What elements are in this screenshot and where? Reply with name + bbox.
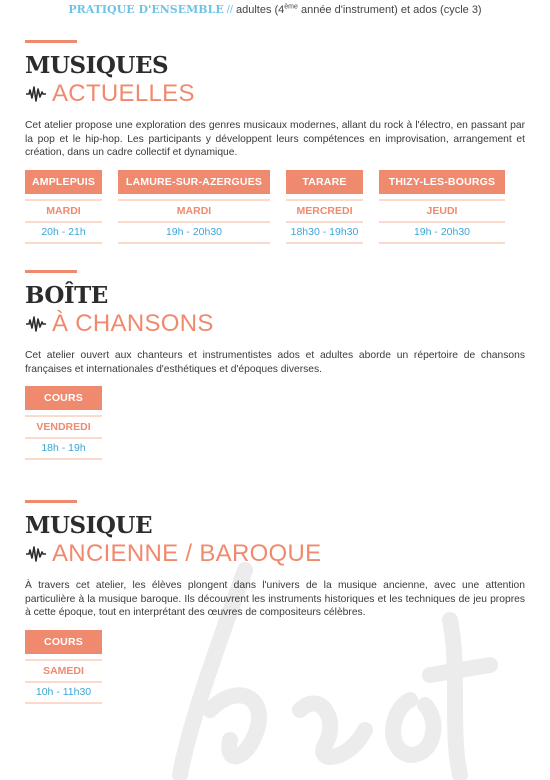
section-title-dark: BOÎTE (25, 282, 108, 309)
header-kicker: PRATIQUE D'ENSEMBLE (68, 3, 224, 16)
section-description: À travers cet atelier, les élèves plongent dans l'univers de la musique ancienne, avec une attention particulière à la musique baroque. Ils découvrent les instruments historiques et les techniques de jeu propres à cette époque, tout en interprétant des œuvres de compositeurs célèbres. (25, 580, 525, 618)
schedule-column (25, 386, 102, 460)
section-title-accent: ACTUELLES (52, 80, 195, 107)
section-title-dark: MUSIQUE (25, 512, 153, 539)
location-chip: AMPLEPUIS (25, 170, 102, 194)
location-chip: THIZY-LES-BOURGS (379, 170, 505, 194)
header-separator: // (226, 4, 233, 16)
section-bar (25, 500, 77, 503)
schedule-column (118, 170, 270, 244)
schedule-time: 19h - 20h30 (118, 221, 270, 244)
section-description: Cet atelier propose une exploration des genres musicaux modernes, allant du rock à l'électro, en passant par la pop et le hip-hop. Les participants y développent leurs compétences en improvisation, arrangement et création, dans un cadre collectif et dynamique. (25, 120, 525, 158)
section-musiques-actuelles (25, 40, 525, 244)
schedule-row (25, 630, 525, 704)
schedule-day: MERCREDI (286, 199, 363, 218)
schedule-day: MARDI (118, 199, 270, 218)
schedule-day: VENDREDI (25, 415, 102, 434)
section-bar (25, 270, 77, 273)
schedule-day: MARDI (25, 199, 102, 218)
sound-wave-icon (25, 545, 47, 563)
schedule-time: 10h - 11h30 (25, 681, 102, 704)
header-superscript: ème (284, 3, 298, 11)
header-text-end: année d'instrument) et ados (cycle 3) (297, 4, 482, 16)
schedule-row (25, 170, 525, 244)
course-chip: COURS (25, 386, 102, 410)
section-boite-a-chansons (25, 270, 525, 460)
schedule-column (25, 170, 102, 244)
schedule-day: JEUDI (379, 199, 505, 218)
schedule-column (379, 170, 505, 244)
section-title-accent: ANCIENNE / BAROQUE (52, 540, 322, 567)
schedule-time: 18h - 19h (25, 437, 102, 460)
section-description: Cet atelier ouvert aux chanteurs et instrumentistes ados et adultes aborde un répertoire de chansons françaises et internationales d'esthétiques et d'époques diverses. (25, 350, 525, 375)
schedule-row (25, 386, 525, 460)
schedule-time: 18h30 - 19h30 (286, 221, 363, 244)
schedule-column (286, 170, 363, 244)
section-musique-ancienne-baroque (25, 500, 525, 704)
schedule-time: 20h - 21h (25, 221, 102, 244)
schedule-column (25, 630, 102, 704)
sound-wave-icon (25, 315, 47, 333)
schedule-time: 19h - 20h30 (379, 221, 505, 244)
section-bar (25, 40, 77, 43)
sound-wave-icon (25, 85, 47, 103)
header-text-start: adultes (4 (235, 4, 285, 16)
location-chip: TARARE (286, 170, 363, 194)
section-title-accent: À CHANSONS (52, 310, 214, 337)
schedule-day: SAMEDI (25, 659, 102, 678)
course-chip: COURS (25, 630, 102, 654)
section-title-dark: MUSIQUES (25, 52, 169, 79)
header-line (0, 3, 550, 16)
location-chip: LAMURE-SUR-AZERGUES (118, 170, 270, 194)
